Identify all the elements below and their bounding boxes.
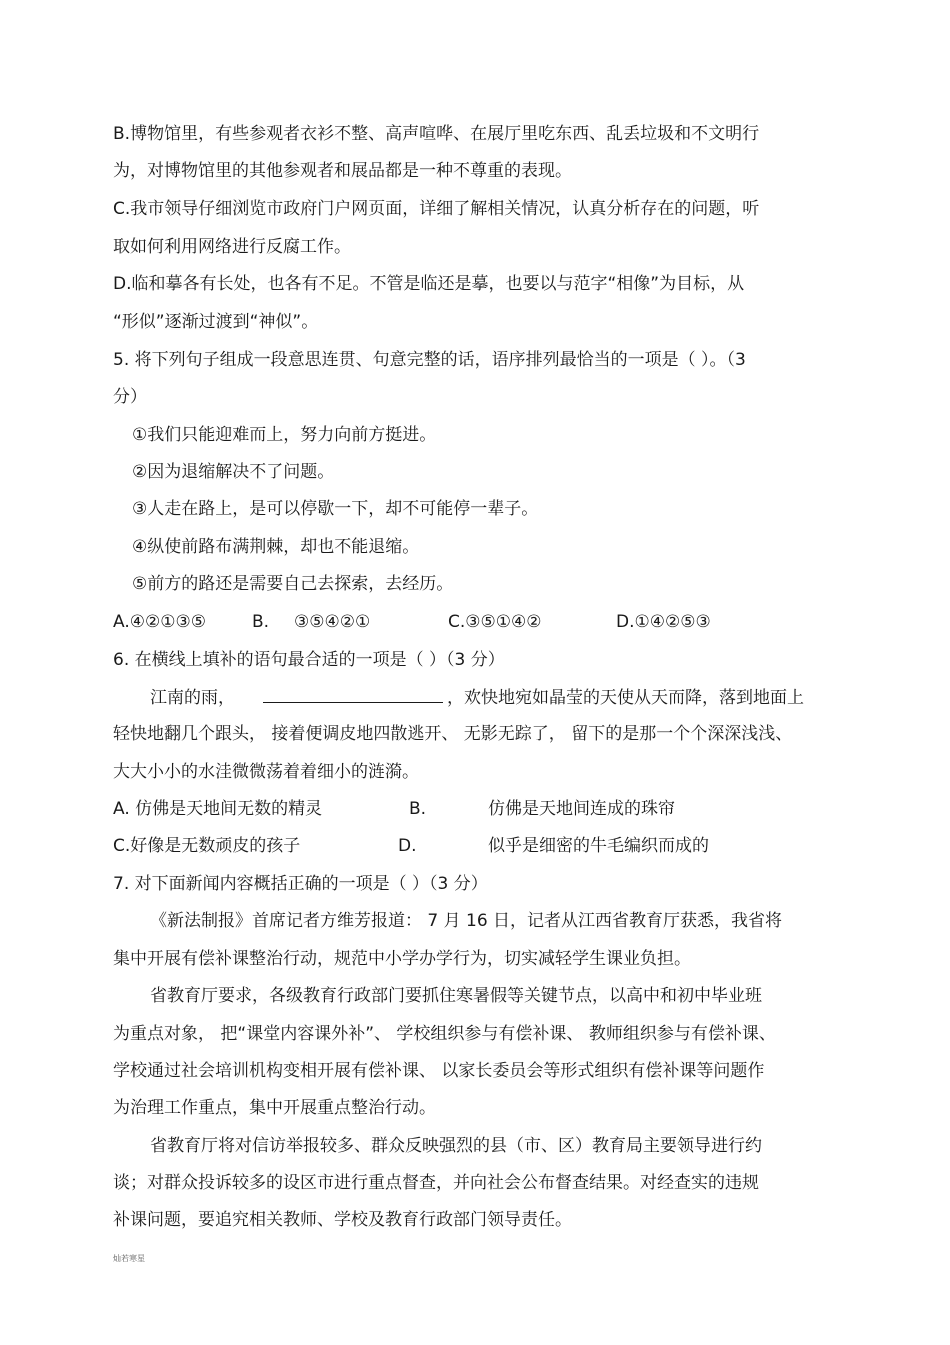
text-line: D.临和摹各有长处，也各有不足。不管是临还是摹，也要以与范字“相像”为目标，从 <box>113 274 745 294</box>
news-line: 集中开展有偿补课整治行动，规范中小学办学行为，切实减轻学生课业负担。 <box>113 949 691 969</box>
q5-option-b-label: B. <box>252 612 270 632</box>
news-line: 《新法制报》首席记者方维芳报道： 7 月 16 日，记者从江西省教育厅获悉，我省将 <box>150 911 783 931</box>
text-line: 为，对博物馆里的其他参观者和展品都是一种不尊重的表现。 <box>113 161 572 181</box>
news-line: 学校通过社会培训机构变相开展有偿补课、 以家长委员会等形式组织有偿补课等问题作 <box>113 1061 765 1081</box>
news-line: 为重点对象， 把“课堂内容课外补”、 学校组织参与有偿补课、 教师组织参与有偿补课、 <box>113 1024 776 1044</box>
fill-blank <box>263 686 443 703</box>
news-line: 省教育厅要求，各级教育行政部门要抓住寒暑假等关键节点，以高中和初中毕业班 <box>150 986 762 1006</box>
q6-option-c: C.好像是无数顽皮的孩子 <box>113 836 301 856</box>
q6-option-b: 仿佛是天地间连成的珠帘 <box>488 799 675 819</box>
q6-option-d: 似乎是细密的牛毛编织而成的 <box>488 836 709 856</box>
news-line: 省教育厅将对信访举报较多、群众反映强烈的县（市、区）教育局主要领导进行约 <box>150 1136 762 1156</box>
q5-option-b: ③⑤④②① <box>294 612 371 632</box>
q5-option-a: A.④②①③⑤ <box>113 612 206 632</box>
text-line: 分） <box>113 387 147 407</box>
text-line: C.我市领导仔细浏览市政府门户网页面，详细了解相关情况，认真分析存在的问题，听 <box>113 199 760 219</box>
passage-line: 大大小小的水洼微微荡着着细小的涟漪。 <box>113 762 419 782</box>
sentence-2: ②因为退缩解决不了问题。 <box>132 462 335 482</box>
sentence-5: ⑤前方的路还是需要自己去探索，去经历。 <box>132 574 454 594</box>
question-7-stem: 7. 对下面新闻内容概括正确的一项是（ ）（3 分） <box>113 874 488 894</box>
passage-start: 江南的雨， <box>150 688 235 708</box>
q5-option-d: D.①④②⑤③ <box>616 612 711 632</box>
text-line: B.博物馆里，有些参观者衣衫不整、高声喧哗、在展厅里吃东西、乱丢垃圾和不文明行 <box>113 124 760 144</box>
news-line: 谈；对群众投诉较多的设区市进行重点督查，并向社会公布督查结果。对经查实的违规 <box>113 1173 759 1193</box>
q6-option-d-label: D. <box>398 836 417 856</box>
text-line: 取如何利用网络进行反腐工作。 <box>113 237 351 257</box>
news-line: 为治理工作重点，集中开展重点整治行动。 <box>113 1098 436 1118</box>
sentence-3: ③人走在路上，是可以停歇一下，却不可能停一辈子。 <box>132 499 539 519</box>
sentence-4: ④纵使前路布满荆棘，却也不能退缩。 <box>132 537 420 557</box>
q5-option-c: C.③⑤①④② <box>448 612 542 632</box>
q6-option-b-label: B. <box>409 799 427 819</box>
q6-option-a: A. 仿佛是天地间无数的精灵 <box>113 799 323 819</box>
question-5-stem: 5. 将下列句子组成一段意思连贯、句意完整的话，语序排列最恰当的一项是（ ）。（3 <box>113 350 746 370</box>
question-6-stem: 6. 在横线上填补的语句最合适的一项是（ ）（3 分） <box>113 650 505 670</box>
passage-line: 轻快地翻几个跟头， 接着便调皮地四散逃开、 无影无踪了， 留下的是那一个个深深浅浅、 <box>113 724 793 744</box>
news-line: 补课问题，要追究相关教师、学校及教育行政部门领导责任。 <box>113 1210 572 1230</box>
text-line: “形似”逐渐过渡到“神似”。 <box>113 312 319 332</box>
page-footer: 灿若寒星 <box>113 1254 145 1263</box>
sentence-1: ①我们只能迎难而上，努力向前方挺进。 <box>132 425 437 445</box>
passage-line <box>150 686 804 709</box>
passage-rest: ，欢快地宛如晶莹的天使从天而降，落到地面上 <box>447 688 804 708</box>
